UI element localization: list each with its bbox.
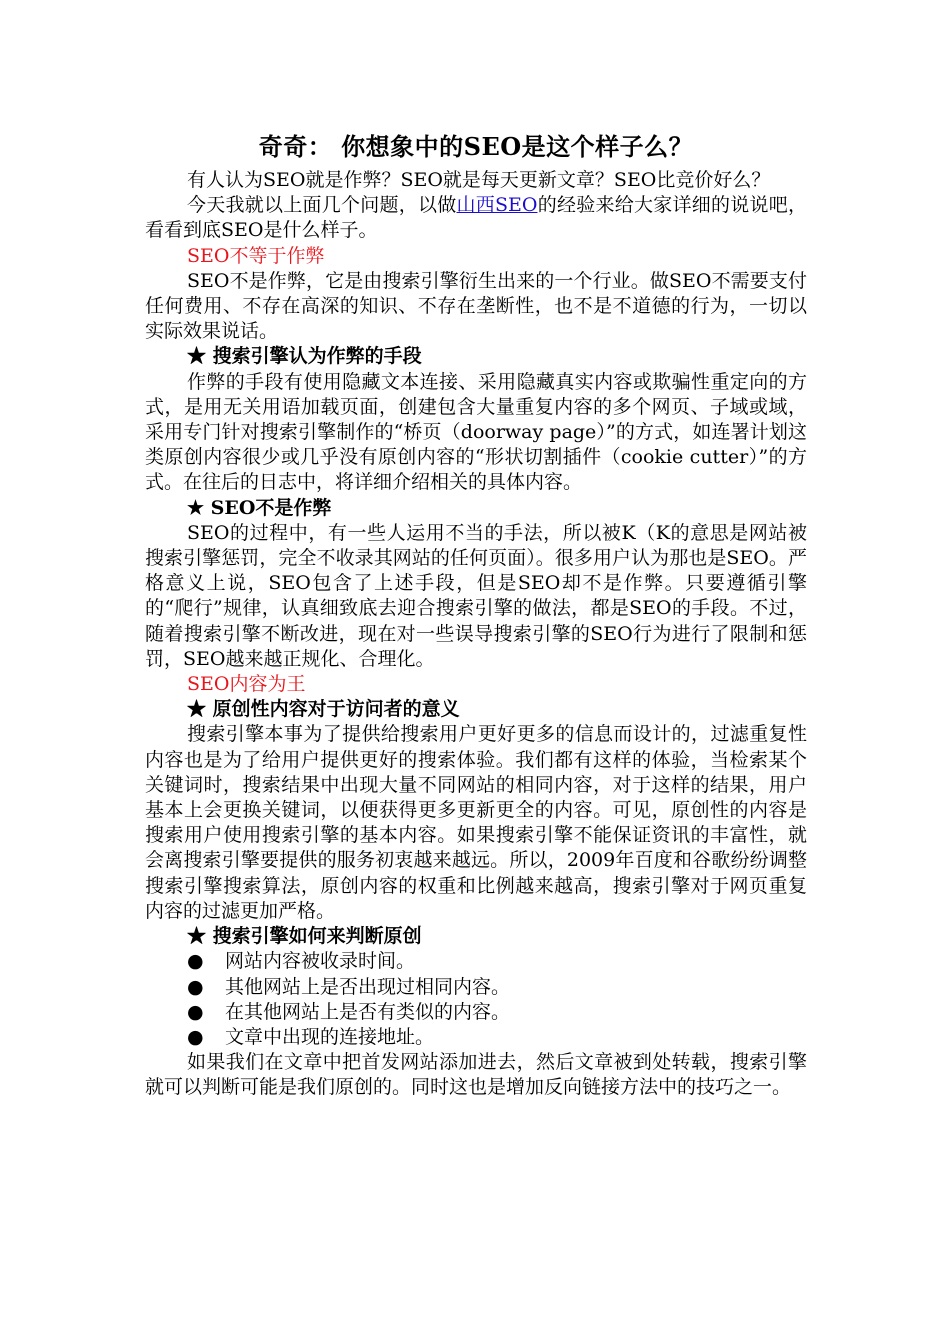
subheading-seo-is-not-cheating: ★ SEO不是作弊 [187, 496, 332, 519]
bullet-icon: ● [187, 1025, 204, 1048]
paragraph-cheating-methods: 作弊的手段有使用隐藏文本连接、采用隐藏真实内容或欺骗性重定向的方式，是用无关用语加载页面，创建包含大量重复内容的多个网页、子域或域，采用专门针对搜索引擎制作的“桥页（doorway page）”的方式，如连署计划这类原创内容很少或几乎没有原创内容的“形状切割插件（cookie cutter）”的方式。在往后的日志中，将详细介绍相关的具体内容。 [145, 370, 807, 494]
paragraph-purpose-before: 今天我就以上面几个问题，以做 [187, 194, 457, 217]
document-title: 奇奇： 你想象中的SEO是这个样子么？ [258, 132, 694, 161]
paragraph-conclusion: 如果我们在文章中把首发网站添加进去，然后文章被到处转载，搜索引擎就可以判断可能是我们原创的。同时这也是增加反向链接方法中的技巧之一。 [145, 1051, 807, 1099]
subheading-cheating-methods: ★ 搜索引擎认为作弊的手段 [187, 345, 422, 368]
bullet-icon: ● [187, 950, 204, 973]
document-page [145, 130, 807, 1101]
list-item-text: 文章中出现的连接地址。 [225, 1025, 435, 1048]
list-item-text: 其他网站上是否出现过相同内容。 [225, 975, 511, 998]
bullet-icon: ● [187, 1000, 204, 1023]
shanxi-seo-link[interactable]: 山西SEO [456, 194, 538, 217]
list-item [145, 1000, 807, 1025]
section-heading-seo-not-cheating: SEO不等于作弊 [187, 244, 325, 267]
bullet-icon: ● [187, 975, 204, 998]
list-item [145, 1025, 807, 1050]
paragraph-intro: 有人认为SEO就是作弊？SEO就是每天更新文章？SEO比竞价好么？ [187, 169, 771, 191]
paragraph-purpose [145, 193, 807, 243]
subheading-how-engines-judge: ★ 搜索引擎如何来判断原创 [187, 925, 422, 948]
paragraph-purpose-after: 的经验来给大家详细的说说吧，看看到底SEO是什么样子。 [145, 194, 807, 242]
subheading-original-content-meaning: ★ 原创性内容对于访问者的意义 [187, 698, 460, 721]
paragraph-seo-not-cheating: SEO不是作弊，它是由搜索引擎衍生出来的一个行业。做SEO不需要支付任何费用、不存在高深的知识、不存在垄断性，也不是不道德的行为，一切以实际效果说话。 [145, 269, 807, 343]
paragraph-seo-is-not-cheating: SEO的过程中，有一些人运用不当的手法，所以被K（K的意思是网站被搜索引擎惩罚，完全不收录其网站的任何页面）。很多用户认为那也是SEO。严格意义上说，SEO包含了上述手段，但是SEO却不是作弊。只要遵循引擎的“爬行”规律，认真细致底去迎合搜索引擎的做法，都是SEO的手段。不过，随着搜索引擎不断改进，现在对一些误导搜索引擎的SEO行为进行了限制和惩罚，SEO越来越正规化、合理化。 [145, 521, 807, 670]
list-item [145, 949, 807, 974]
list-item [145, 975, 807, 1000]
paragraph-original-content-meaning: 搜索引擎本事为了提供给搜索用户更好更多的信息而设计的，过滤重复性内容也是为了给用户提供更好的搜索体验。我们都有这样的体验，当检索某个关键词时，搜索结果中出现大量不同网站的相同内容，对于这样的结果，用户基本上会更换关键词，以便获得更多更新更全的内容。可见，原创性的内容是搜索用户使用搜索引擎的基本内容。如果搜索引擎不能保证资讯的丰富性，就会离搜索引擎要提供的服务初衷越来越远。所以，2009年百度和谷歌纷纷调整搜索引擎搜索算法，原创内容的权重和比例越来越高，搜索引擎对于网页重复内容的过滤更加严格。 [145, 723, 807, 922]
list-item-text: 网站内容被收录时间。 [225, 950, 416, 973]
list-item-text: 在其他网站上是否有类似的内容。 [225, 1000, 511, 1023]
section-heading-content-is-king: SEO内容为王 [187, 673, 306, 696]
